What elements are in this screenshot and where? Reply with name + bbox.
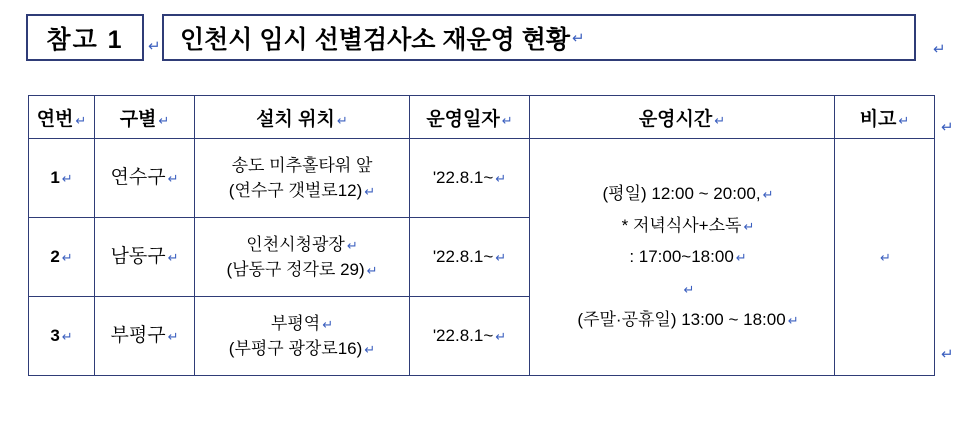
pilcrow-glyph: ↵ — [61, 250, 73, 266]
hours-break-text: * 저녁식사+소독 — [621, 215, 742, 235]
cell-date — [410, 218, 530, 297]
row-location-line2 — [201, 178, 403, 204]
cell-district — [95, 139, 195, 218]
column-header-hours — [530, 96, 835, 139]
cell-location — [195, 218, 410, 297]
cell-date — [410, 297, 530, 376]
row-location-line2 — [201, 257, 403, 283]
pilcrow-glyph: ↵ — [743, 218, 755, 234]
pilcrow-glyph: ↵ — [787, 313, 799, 329]
row-district-value: 남동구 — [110, 245, 166, 267]
row-date-value: '22.8.1~ — [432, 326, 494, 346]
row-district-value: 연수구 — [110, 166, 166, 188]
column-header-no-label: 연번 — [36, 108, 74, 130]
cell-location — [195, 297, 410, 376]
table-trailing-pilcrow-bottom: ↵ — [941, 346, 954, 363]
cell-no — [29, 139, 95, 218]
row-no-value: 1 — [50, 168, 60, 188]
cell-district — [95, 218, 195, 297]
tag-pilcrow-mark — [144, 14, 162, 61]
pilcrow-glyph: ↵ — [167, 249, 179, 265]
pilcrow-glyph: ↵ — [366, 263, 378, 278]
pilcrow-glyph: ↵ — [501, 112, 513, 128]
pilcrow-glyph: ↵ — [880, 249, 891, 265]
row-location-line1-text: 인천시청광장 — [246, 234, 345, 254]
column-header-hours-label: 운영시간 — [638, 108, 713, 130]
cell-no — [29, 297, 95, 376]
header-trailing-pilcrow: ↵ — [933, 41, 946, 58]
row-date-value: '22.8.1~ — [432, 168, 494, 188]
row-no-value: 2 — [50, 247, 60, 267]
hours-break-time-text: : 17:00~18:00 — [629, 247, 734, 267]
hours-line-weekday — [542, 178, 834, 209]
table-header-row — [29, 96, 935, 139]
pilcrow-glyph: ↵ — [762, 187, 774, 203]
column-header-location-label: 설치 위치 — [256, 108, 335, 130]
row-location-line1 — [201, 232, 403, 258]
table-row — [29, 139, 935, 218]
row-location-line2 — [201, 336, 403, 362]
row-location-line1 — [201, 311, 403, 337]
row-location-line1 — [201, 153, 403, 179]
table-trailing-pilcrow-top: ↵ — [941, 119, 954, 136]
row-district-value: 부평구 — [110, 324, 166, 346]
cell-location — [195, 139, 410, 218]
page-title: 인천시 임시 선별검사소 재운영 현황 — [180, 25, 571, 54]
pilcrow-glyph: ↵ — [898, 112, 910, 128]
hours-line-break-time — [542, 241, 834, 272]
pilcrow-glyph: ↵ — [61, 171, 73, 187]
pilcrow-glyph: ↵ — [364, 342, 376, 357]
pilcrow-glyph: ↵ — [495, 250, 507, 266]
row-date-value: '22.8.1~ — [432, 247, 494, 267]
pilcrow-glyph: ↵ — [167, 170, 179, 186]
pilcrow-glyph: ↵ — [735, 250, 747, 266]
pilcrow-glyph: ↵ — [336, 112, 348, 128]
reference-tag-box — [26, 14, 144, 61]
column-header-district — [95, 96, 195, 139]
cell-note — [835, 139, 935, 376]
document-title-box — [162, 14, 916, 61]
pilcrow-glyph: ↵ — [61, 329, 73, 345]
pilcrow-glyph: ↵ — [75, 112, 87, 128]
column-header-note — [835, 96, 935, 139]
row-location-line2-text: (부평구 광장로16) — [228, 339, 363, 358]
pilcrow-glyph: ↵ — [495, 171, 507, 187]
column-header-date — [410, 96, 530, 139]
column-header-location — [195, 96, 410, 139]
table-body — [29, 139, 935, 376]
table-header — [29, 96, 935, 139]
hours-weekend-text: (주말·공휴일) 13:00 ~ 18:00 — [577, 310, 786, 330]
cell-date — [410, 139, 530, 218]
row-location-line2-text: (남동구 정각로 29) — [226, 260, 365, 279]
hours-weekday-text: (평일) 12:00 ~ 20:00, — [602, 184, 761, 204]
pilcrow-glyph: ↵ — [148, 38, 161, 55]
screening-station-table — [28, 95, 935, 376]
hours-line-weekend — [542, 304, 834, 335]
column-header-note-label: 비고 — [859, 108, 897, 130]
row-location-line1-text: 송도 미추홀타워 앞 — [231, 155, 373, 175]
row-location-line1-text: 부평역 — [270, 313, 321, 333]
cell-operating-hours — [530, 139, 835, 376]
cell-no — [29, 218, 95, 297]
hours-line-break-note — [542, 210, 834, 241]
column-header-district-label: 구별 — [119, 108, 157, 130]
pilcrow-glyph: ↵ — [495, 329, 507, 345]
reference-tag-label: 참고 1 — [46, 25, 124, 54]
hours-blank-line — [542, 273, 834, 304]
row-no-value: 3 — [50, 326, 60, 346]
cell-district — [95, 297, 195, 376]
column-header-date-label: 운영일자 — [426, 108, 500, 130]
column-header-no — [29, 96, 95, 139]
pilcrow-glyph: ↵ — [714, 112, 726, 128]
pilcrow-glyph: ↵ — [322, 316, 334, 332]
pilcrow-glyph: ↵ — [683, 281, 695, 297]
row-location-line2-text: (연수구 갯벌로12) — [228, 181, 363, 200]
pilcrow-glyph: ↵ — [364, 184, 376, 199]
pilcrow-glyph: ↵ — [158, 112, 170, 128]
pilcrow-glyph: ↵ — [167, 328, 179, 344]
pilcrow-glyph: ↵ — [346, 237, 358, 253]
title-pilcrow-glyph: ↵ — [572, 29, 585, 47]
header — [26, 14, 916, 61]
